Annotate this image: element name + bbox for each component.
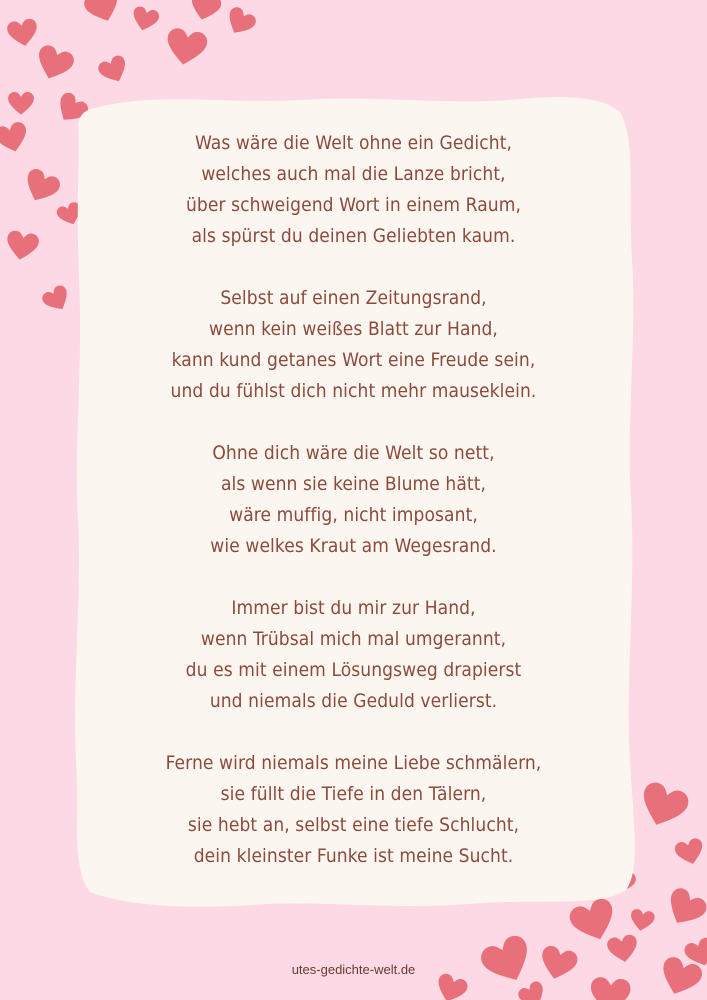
poem-line: wenn kein weißes Blatt zur Hand, [209,318,498,340]
poem-line: Ohne dich wäre die Welt so nett, [212,442,495,464]
poem-line: Was wäre die Welt ohne ein Gedicht, [194,132,513,154]
stanza [110,438,597,562]
stanza [110,128,597,252]
poem-line: wenn Trübsal mich mal umgerannt, [200,628,507,650]
website-credit: utes-gedichte-welt.de [291,962,416,977]
poem-line: sie füllt die Tiefe in den Tälern, [220,783,487,805]
stanza [110,748,597,872]
poem-line: über schweigend Wort in einem Raum, [185,194,521,216]
poem-text [110,128,597,872]
poem-line: Selbst auf einen Zeitungsrand, [220,287,487,309]
poem-line: und du fühlst dich nicht mehr mauseklein. [170,380,537,402]
poem-line: als wenn sie keine Blume hätt, [220,473,487,495]
poem-line: Immer bist du mir zur Hand, [231,597,476,619]
stanza [110,593,597,717]
poem-line: wie welkes Kraut am Wegesrand. [210,535,497,557]
poem-line: kann kund getanes Wort eine Freude sein, [171,349,536,371]
poem-line: und niemals die Geduld verlierst. [209,690,498,712]
poem-line: welches auch mal die Lanze bricht, [201,163,506,185]
poem-line: du es mit einem Lösungsweg drapierst [185,659,522,681]
poem-line: dein kleinster Funke ist meine Sucht. [193,845,514,867]
poem-line: als spürst du deinen Geliebten kaum. [191,225,516,247]
poem-line: wäre muffig, nicht imposant, [229,504,478,526]
stanza [110,283,597,407]
poem-line: Ferne wird niemals meine Liebe schmälern, [165,752,542,774]
poem-line: sie hebt an, selbst eine tiefe Schlucht, [187,814,520,836]
